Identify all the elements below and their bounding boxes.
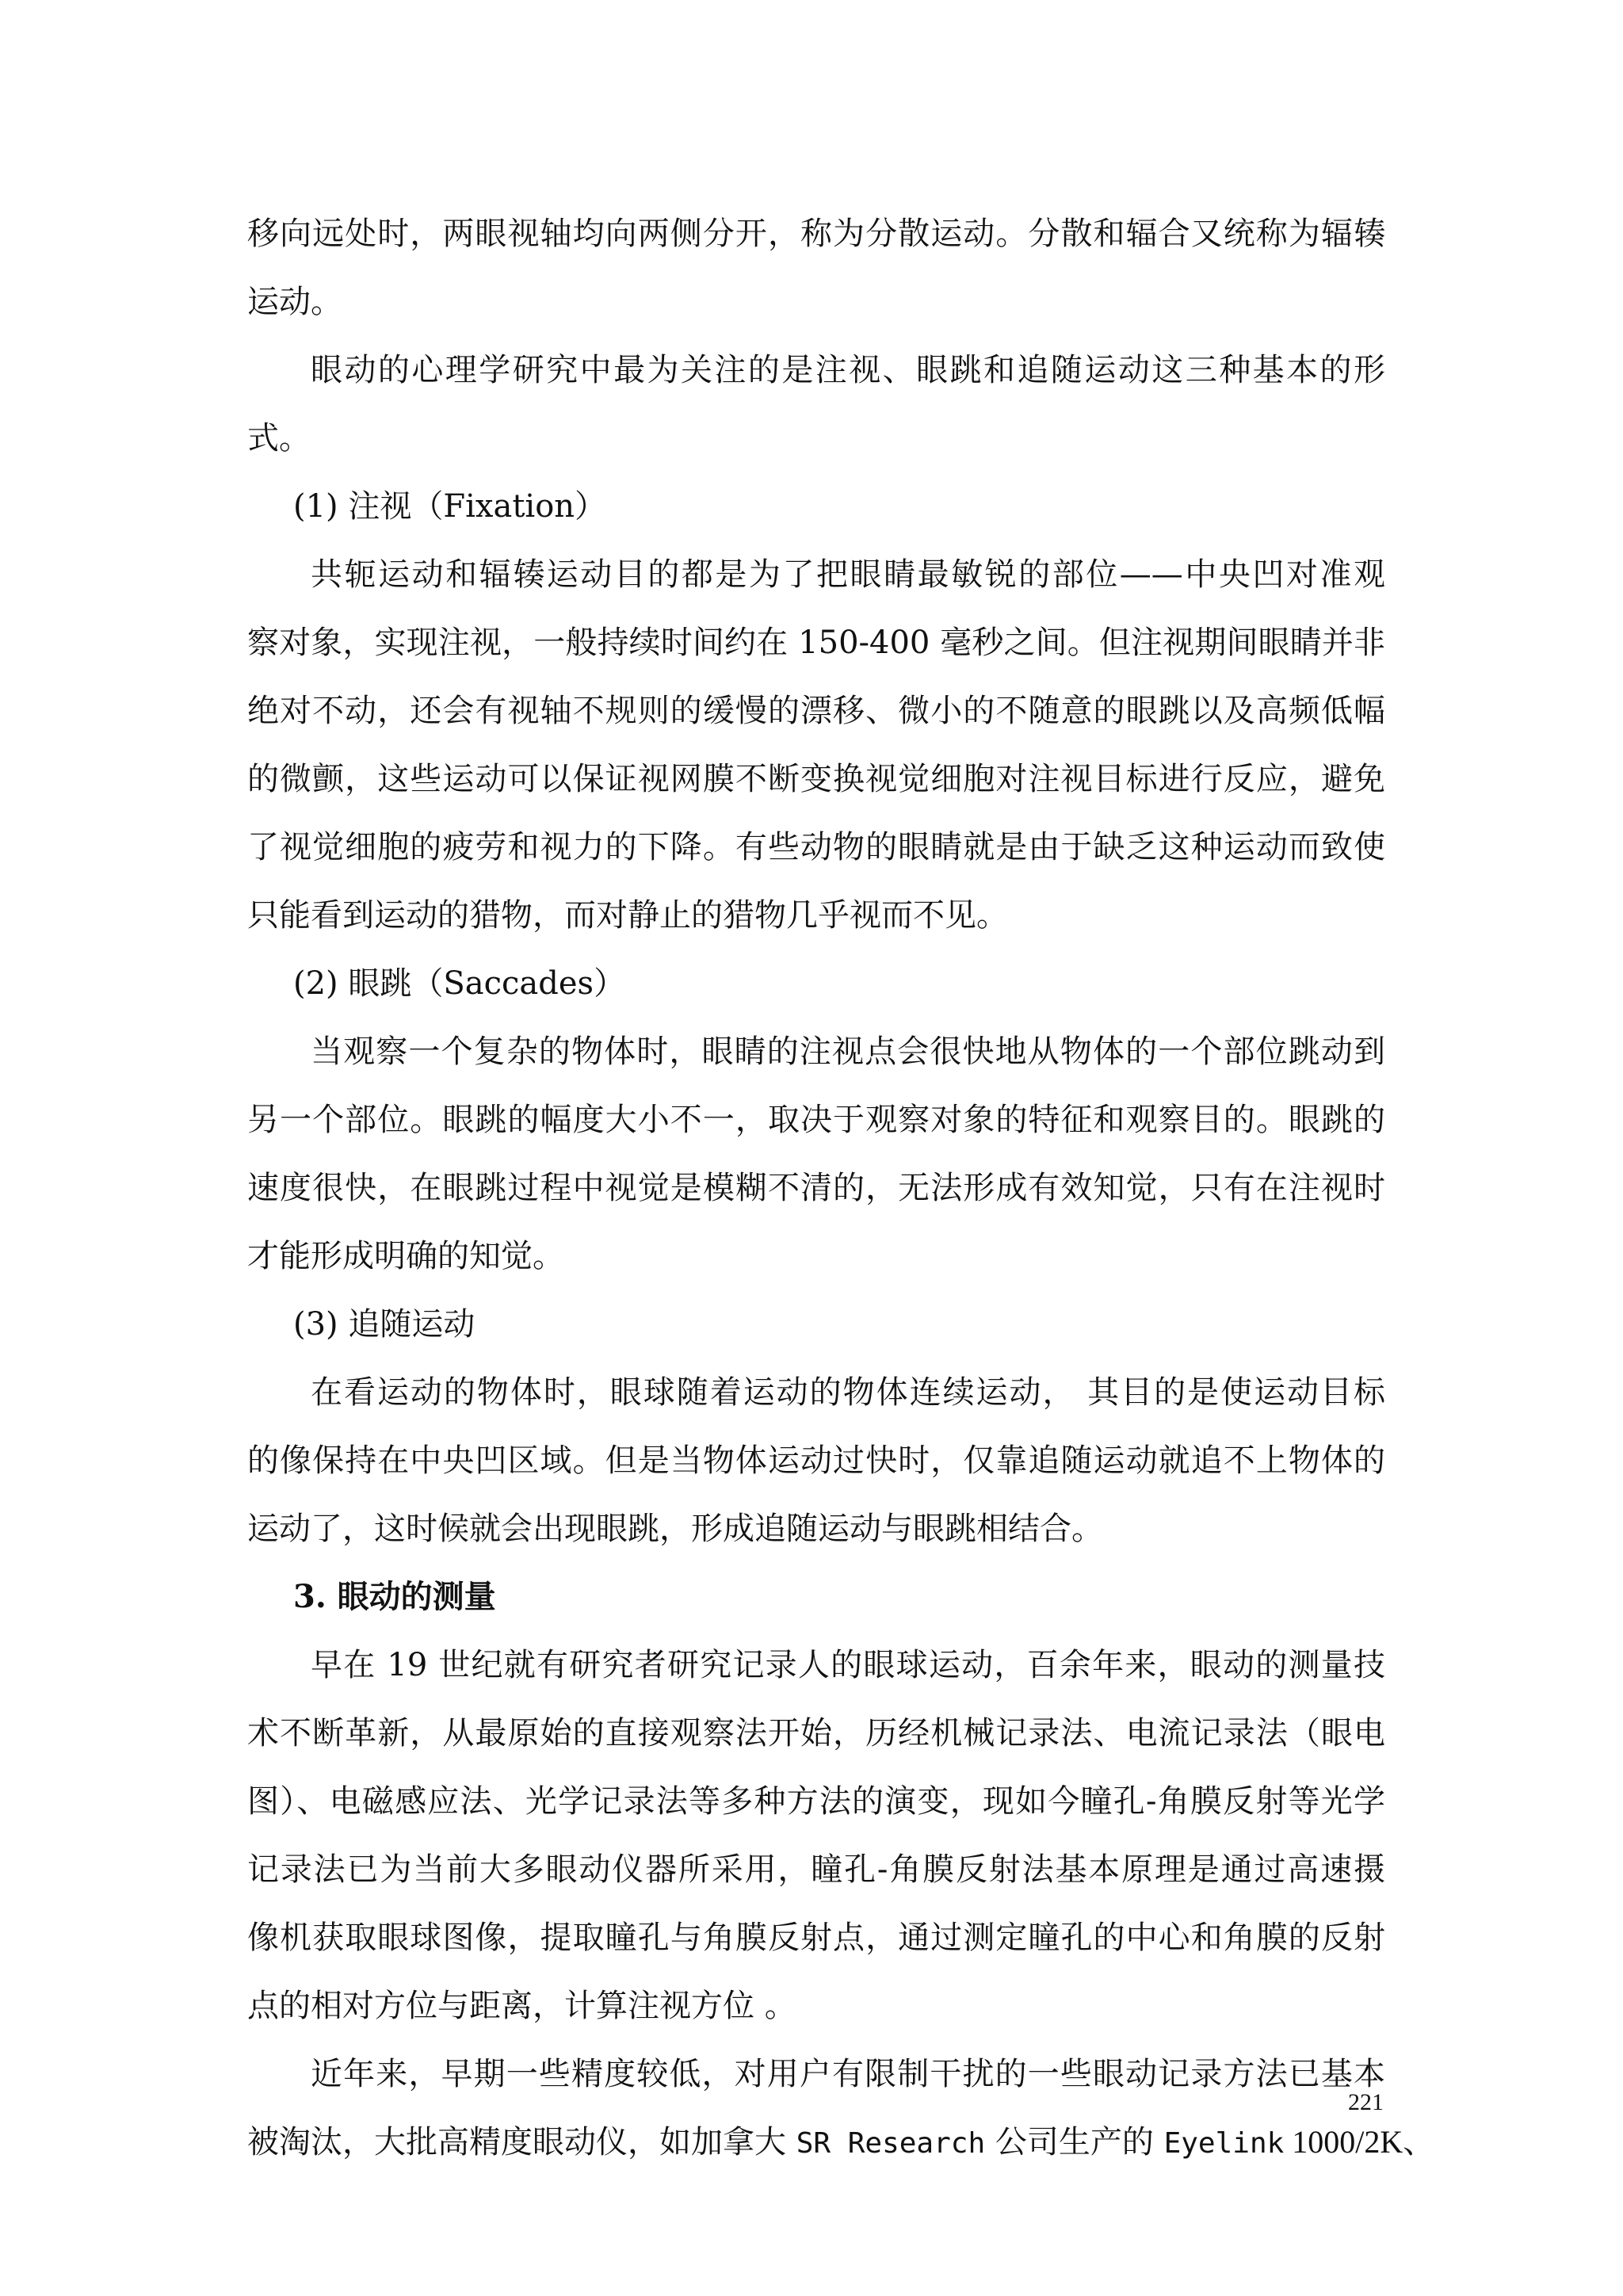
paragraph-line: 运动。 xyxy=(247,284,342,320)
paragraph-line: 察对象，实现注视，一般持续时间约在 150-400 毫秒之间。但注视期间眼睛并非 xyxy=(247,625,1385,661)
text-segment: 公司生产的 xyxy=(985,2124,1164,2160)
paragraph-line: 速度很快，在眼跳过程中视觉是模糊不清的，无法形成有效知觉，只有在注视时 xyxy=(247,1170,1385,1206)
paragraph-line: 运动了，这时候就会出现眼跳，形成追随运动与眼跳相结合。 xyxy=(247,1511,1103,1547)
paragraph-line: 另一个部位。眼跳的幅度大小不一，取决于观察对象的特征和观察目的。眼跳的 xyxy=(247,1102,1385,1138)
paragraph-line: 点的相对方位与距离，计算注视方位 。 xyxy=(247,1988,796,2024)
paragraph-line: 移向远处时，两眼视轴均向两侧分开，称为分散运动。分散和辐合又统称为辐辏 xyxy=(247,216,1385,252)
subheading-saccades: (2) 眼跳（Saccades） xyxy=(293,965,626,1002)
paragraph-line: 了视觉细胞的疲劳和视力的下降。有些动物的眼睛就是由于缺乏这种运动而致使 xyxy=(247,829,1385,865)
paragraph-line: 只能看到运动的猎物，而对静止的猎物几乎视而不见。 xyxy=(247,897,1008,934)
paragraph-line: 的微颤，这些运动可以保证视网膜不断变换视觉细胞对注视目标进行反应，避免 xyxy=(247,761,1385,797)
subheading-fixation: (1) 注视（Fixation） xyxy=(293,488,607,525)
paragraph-line: 在看运动的物体时，眼球随着运动的物体连续运动， 其目的是使运动目标 xyxy=(311,1374,1385,1411)
product-name: Eyelink xyxy=(1163,2127,1285,2160)
model-number: 1000/2K、 xyxy=(1284,2124,1435,2160)
paragraph-line: 近年来，早期一些精度较低，对用户有限制干扰的一些眼动记录方法已基本 xyxy=(311,2056,1385,2092)
paragraph-line: 共轭运动和辐辏运动目的都是为了把眼睛最敏锐的部位——中央凹对准观 xyxy=(311,556,1385,593)
paragraph-line: 式。 xyxy=(247,420,311,457)
body-text xyxy=(247,200,1435,2176)
paragraph-line: 术不断革新，从最原始的直接观察法开始，历经机械记录法、电流记录法（眼电 xyxy=(247,1715,1385,1752)
subheading-pursuit: (3) 追随运动 xyxy=(293,1306,475,1343)
paragraph-line: 当观察一个复杂的物体时，眼睛的注视点会很快地从物体的一个部位跳动到 xyxy=(311,1033,1385,1070)
paragraph-line: 早在 19 世纪就有研究者研究记录人的眼球运动，百余年来，眼动的测量技 xyxy=(311,1647,1385,1683)
text-segment: 被淘汰，大批高精度眼动仪，如加拿大 xyxy=(247,2124,796,2160)
paragraph-line xyxy=(247,2108,1435,2176)
paragraph-line: 记录法已为当前大多眼动仪器所采用，瞳孔-角膜反射法基本原理是通过高速摄 xyxy=(247,1851,1385,1888)
page-number: 221 xyxy=(1348,2089,1384,2115)
company-name: SR Research xyxy=(796,2127,986,2160)
paragraph-line: 才能形成明确的知觉。 xyxy=(247,1238,564,1274)
paragraph-line: 像机获取眼球图像，提取瞳孔与角膜反射点，通过测定瞳孔的中心和角膜的反射 xyxy=(247,1920,1385,1956)
paragraph-line: 眼动的心理学研究中最为关注的是注视、眼跳和追随运动这三种基本的形 xyxy=(311,352,1385,388)
section-heading: 3. 眼动的测量 xyxy=(293,1578,496,1615)
paragraph-line: 的像保持在中央凹区域。但是当物体运动过快时，仅靠追随运动就追不上物体的 xyxy=(247,1442,1385,1479)
paragraph-line: 图）、电磁感应法、光学记录法等多种方法的演变，现如今瞳孔-角膜反射等光学 xyxy=(247,1783,1385,1820)
paragraph-line: 绝对不动，还会有视轴不规则的缓慢的漂移、微小的不随意的眼跳以及高频低幅 xyxy=(247,693,1385,729)
